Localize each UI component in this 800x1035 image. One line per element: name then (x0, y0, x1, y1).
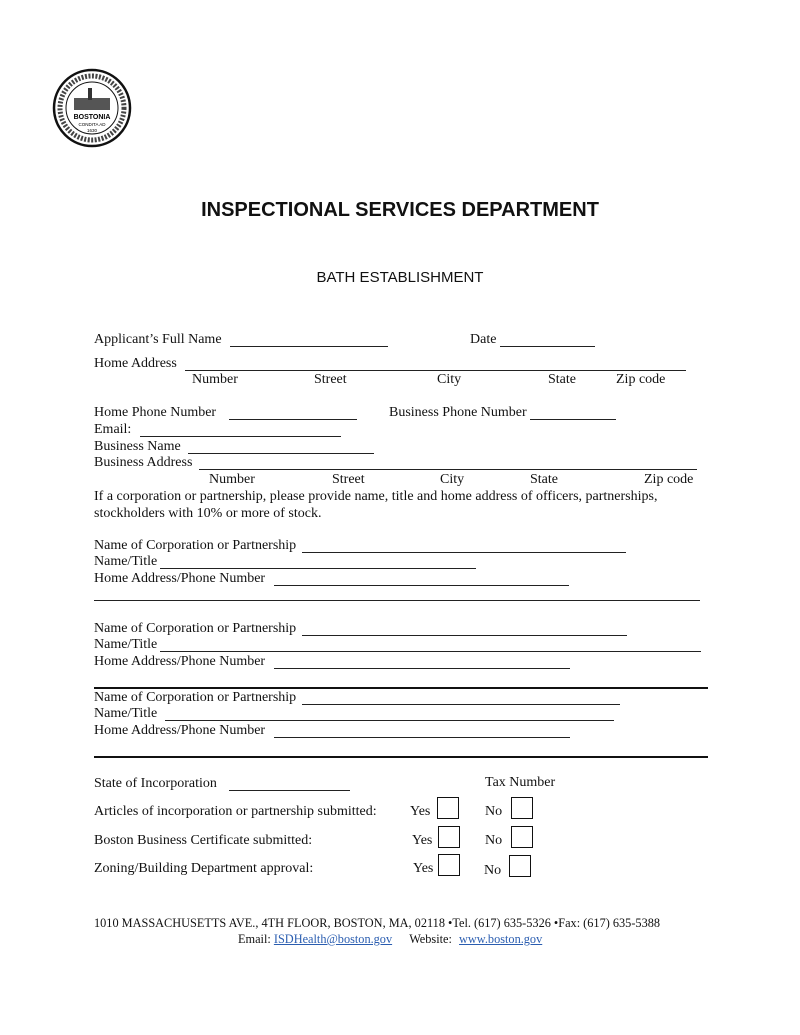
zoning-yes-checkbox[interactable] (438, 854, 460, 876)
website-link[interactable]: www.boston.gov (459, 932, 543, 946)
extra-line-field[interactable] (94, 600, 700, 601)
name-title-field[interactable] (160, 568, 476, 569)
name-title-field[interactable] (160, 651, 701, 652)
boston-seal-logo (52, 68, 132, 148)
email-field[interactable] (140, 436, 341, 437)
addr-city-label: City (437, 372, 462, 387)
no-label: No (485, 833, 503, 848)
home-address-label: Home Address (94, 356, 177, 371)
corp-name-field[interactable] (302, 704, 620, 705)
home-address-field[interactable] (185, 370, 686, 371)
corp-name-field[interactable] (302, 552, 626, 553)
corp-name-label: Name of Corporation or Partnership (94, 538, 297, 553)
business-address-field[interactable] (199, 469, 697, 470)
baddr-zip-label: Zip code (644, 472, 694, 487)
name-title-label: Name/Title (94, 637, 158, 652)
name-title-field[interactable] (165, 720, 614, 721)
baddr-street-label: Street (332, 472, 365, 487)
corp-name-label: Name of Corporation or Partnership (94, 621, 297, 636)
baddr-state-label: State (530, 472, 558, 487)
articles-yes-checkbox[interactable] (437, 797, 459, 819)
svg-text:BOSTONIA: BOSTONIA (73, 114, 111, 121)
yes-label: Yes (413, 861, 434, 876)
email-link[interactable]: ISDHealth@boston.gov (273, 932, 393, 946)
home-address-phone-field[interactable] (274, 737, 570, 738)
yes-label: Yes (412, 833, 433, 848)
addr-number-label: Number (192, 372, 238, 387)
home-address-phone-label: Home Address/Phone Number (94, 654, 266, 669)
home-phone-field[interactable] (229, 419, 357, 420)
name-title-label: Name/Title (94, 706, 158, 721)
certificate-yes-checkbox[interactable] (438, 826, 460, 848)
tax-number-label: Tax Number (485, 775, 556, 790)
home-phone-label: Home Phone Number (94, 405, 217, 420)
zoning-question: Zoning/Building Department approval: (94, 861, 314, 876)
divider (94, 756, 708, 758)
home-address-phone-label: Home Address/Phone Number (94, 571, 266, 586)
articles-question: Articles of incorporation or partnership submitted: (94, 804, 377, 819)
home-address-phone-label: Home Address/Phone Number (94, 723, 266, 738)
corp-name-field[interactable] (302, 635, 627, 636)
instructions-line-1: If a corporation or partnership, please provide name, title and home address of officers, partnerships, (94, 489, 658, 504)
state-incorporation-field[interactable] (229, 790, 350, 791)
no-label: No (485, 804, 503, 819)
email-label: Email: (94, 422, 132, 437)
zoning-no-checkbox[interactable] (509, 855, 531, 877)
addr-street-label: Street (314, 372, 347, 387)
business-name-field[interactable] (188, 453, 374, 454)
website-label: Website: (409, 932, 452, 946)
business-phone-label: Business Phone Number (389, 405, 527, 420)
name-title-label: Name/Title (94, 554, 158, 569)
email-label: Email: (238, 932, 271, 946)
svg-text:1630: 1630 (86, 128, 98, 133)
home-address-phone-field[interactable] (274, 585, 569, 586)
svg-text:CONDITA AD: CONDITA AD (78, 122, 106, 127)
addr-zip-label: Zip code (616, 372, 666, 387)
articles-no-checkbox[interactable] (511, 797, 533, 819)
full-name-label: Applicant’s Full Name (94, 332, 222, 347)
business-address-label: Business Address (94, 455, 193, 470)
footer-address: 1010 MASSACHUSETTS AVE., 4TH FLOOR, BOSTON, MA, 02118 •Tel. (617) 635-5326 •Fax: (617) 635-5388 (94, 916, 661, 930)
home-address-phone-field[interactable] (274, 668, 570, 669)
page-title: INSPECTIONAL SERVICES DEPARTMENT (201, 199, 599, 221)
yes-label: Yes (410, 804, 431, 819)
date-label: Date (470, 332, 497, 347)
footer-contact (238, 930, 542, 948)
baddr-city-label: City (440, 472, 465, 487)
certificate-no-checkbox[interactable] (511, 826, 533, 848)
state-incorporation-label: State of Incorporation (94, 776, 217, 791)
business-name-label: Business Name (94, 439, 181, 454)
instructions-line-2: stockholders with 10% or more of stock. (94, 506, 322, 521)
certificate-question: Boston Business Certificate submitted: (94, 833, 313, 848)
full-name-field[interactable] (230, 346, 388, 347)
no-label: No (484, 863, 502, 878)
corp-name-label: Name of Corporation or Partnership (94, 690, 297, 705)
date-field[interactable] (500, 346, 595, 347)
form-subtitle: BATH ESTABLISHMENT (316, 269, 484, 286)
baddr-number-label: Number (209, 472, 255, 487)
addr-state-label: State (548, 372, 576, 387)
business-phone-field[interactable] (530, 419, 616, 420)
